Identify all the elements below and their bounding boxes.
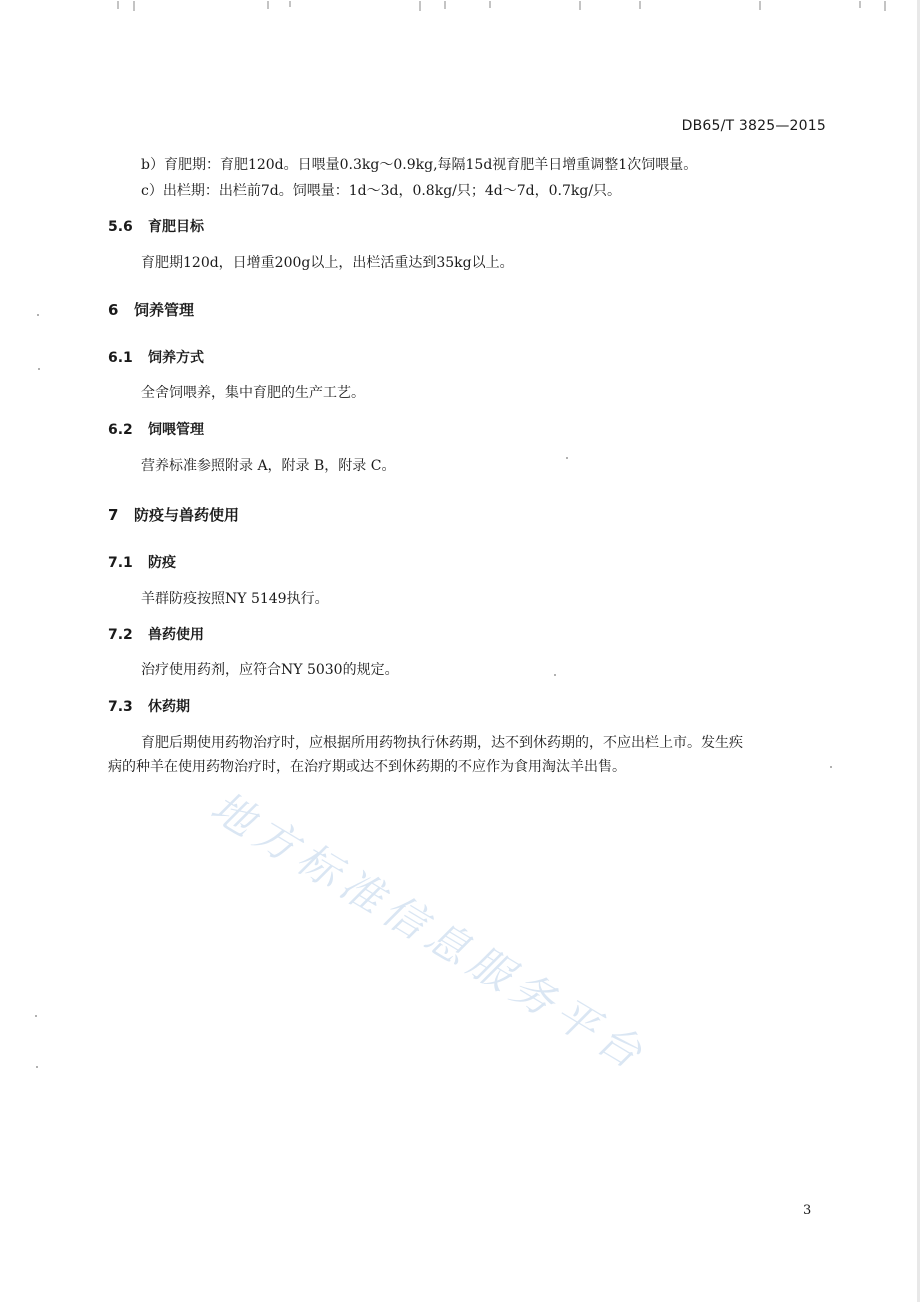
section-title: 饲养方式 [148,350,204,366]
section-title: 休药期 [148,699,190,715]
section-heading-7-1 [108,552,176,572]
section-number: 7.2 [108,627,133,643]
section-number: 7.3 [108,699,133,715]
paragraph-7-2: 治疗使用药剂，应符合NY 5030的规定。 [141,662,399,678]
section-heading-6-1 [108,347,204,367]
section-title: 兽药使用 [148,627,204,643]
section-number: 6 [108,301,119,319]
watermark-text: 地方标准信息服务平台 [202,781,657,1082]
section-heading-7-3 [108,696,190,716]
paragraph-5-6: 育肥期120d，日增重200g以上，出栏活重达到35kg以上。 [141,255,514,271]
scan-speck [36,1066,38,1068]
section-number: 6.2 [108,422,133,438]
paragraph-6-2: 营养标准参照附录 A，附录 B，附录 C。 [141,458,396,474]
section-heading-5-6 [108,216,204,236]
scan-speck [566,457,568,459]
section-heading-6 [108,299,194,320]
section-number: 5.6 [108,219,133,235]
scan-speck [554,674,556,676]
section-title: 饲养管理 [134,301,195,319]
section-heading-7-2 [108,624,204,644]
scan-speck [35,1015,37,1017]
section-heading-6-2 [108,419,204,439]
list-item-b: b）育肥期：育肥120d。日喂量0.3kg～0.9kg,每隔15d视育肥羊日增重调整1次饲喂量。 [141,157,698,173]
scan-top-marks [0,1,920,15]
section-number: 7 [108,506,119,524]
scan-speck [37,314,39,316]
section-heading-7 [108,504,239,525]
paragraph-7-3-line-2: 病的种羊在使用药物治疗时，在治疗期或达不到休药期的不应作为食用淘汰羊出售。 [108,759,626,775]
section-title: 育肥目标 [148,219,204,235]
scan-top-edge [0,0,920,14]
paragraph-7-3-line-1: 育肥后期使用药物治疗时，应根据所用药物执行休药期，达不到休药期的，不应出栏上市。发生疾 [141,735,743,751]
section-number: 6.1 [108,350,133,366]
paragraph-6-1: 全舍饲喂养，集中育肥的生产工艺。 [141,385,365,401]
section-title: 防疫 [148,555,176,571]
section-title: 防疫与兽药使用 [134,506,240,524]
section-number: 7.1 [108,555,133,571]
scan-speck [38,368,40,370]
scan-speck [830,766,832,768]
list-item-c: c）出栏期：出栏前7d。饲喂量：1d～3d，0.8kg/只；4d～7d，0.7kg/只。 [141,183,622,199]
document-code: DB65/T 3825—2015 [681,118,826,134]
section-title: 饲喂管理 [148,422,204,438]
page-number: 3 [803,1203,812,1218]
paragraph-7-1: 羊群防疫按照NY 5149执行。 [141,591,329,607]
